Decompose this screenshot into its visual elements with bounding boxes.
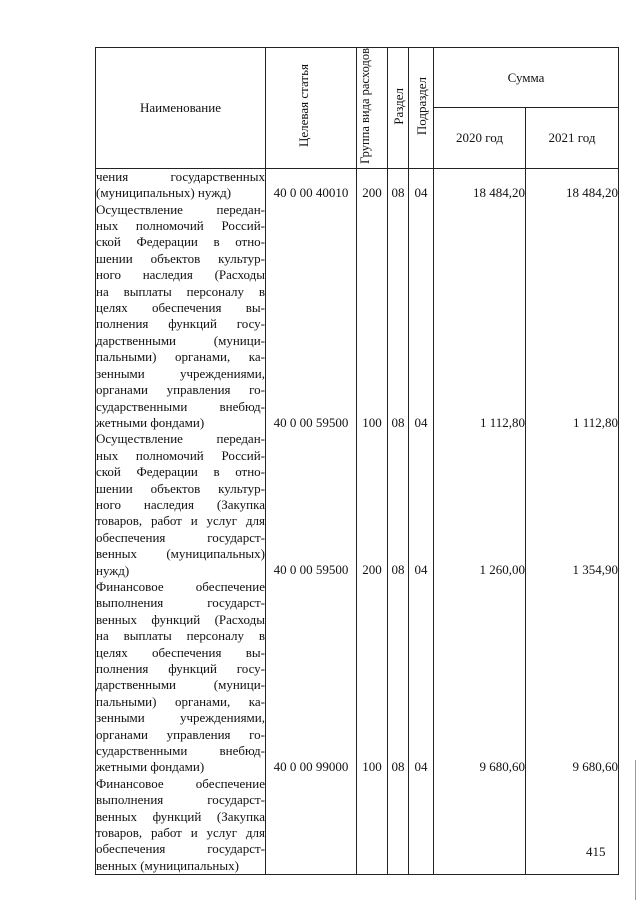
row-target-cell (266, 168, 357, 874)
name-line: полнения функций госу- (96, 661, 265, 676)
name-line: ного наследия (Расходы (96, 267, 265, 283)
name-line: товаров, работ и услуг для (96, 513, 265, 529)
header-section: Раздел (388, 48, 409, 169)
cell-value-group: 200 (362, 562, 382, 578)
name-line: зенными учреждениями, (96, 365, 265, 381)
name-line: пальными) органами, ка- (96, 349, 265, 365)
name-line: чения государственных (96, 168, 265, 184)
cell-value-code: 40 0 00 99000 (273, 759, 349, 775)
cell-value-y2021: 1 354,90 (572, 562, 618, 578)
name-line: товаров, работ и услуг для (96, 825, 265, 841)
table-header (96, 48, 619, 169)
name-line: ных полномочий Россий- (96, 447, 265, 463)
name-line: выполнения государст- (96, 595, 265, 611)
name-line: шении объектов культур- (96, 480, 265, 496)
cell-value-section: 08 (391, 759, 405, 775)
row-section-cell (388, 168, 409, 874)
header-sum: Сумма (434, 48, 619, 108)
name-line: венных функций (Закупка (96, 808, 265, 824)
header-year-2020: 2020 год (434, 108, 526, 168)
cell-value-sub: 04 (414, 185, 428, 201)
name-line: обеспечения государст- (96, 841, 265, 857)
cell-value-section: 08 (391, 414, 405, 430)
cell-value-code: 40 0 00 40010 (273, 185, 349, 201)
name-line: (муниципальных) нужд) (96, 185, 232, 201)
name-line: жетными фондами) (96, 759, 205, 775)
name-line: зенными учреждениями, (96, 710, 265, 726)
name-line: выполнения государст- (96, 792, 265, 808)
cell-value-section: 08 (391, 562, 405, 578)
target-article-values (266, 169, 356, 874)
cell-value-sub: 04 (414, 759, 428, 775)
cell-value-sub: 04 (414, 414, 428, 430)
header-subsection: Подраздел (409, 48, 434, 169)
header-target-article: Целевая статья (266, 48, 357, 169)
page-number: 415 (586, 844, 606, 859)
name-line: дарственными (муници- (96, 332, 265, 348)
name-line: целях обеспечения вы- (96, 644, 265, 660)
cell-value-y2020: 1 112,80 (479, 414, 525, 430)
name-line: ных полномочий Россий- (96, 218, 265, 234)
cell-value-code: 40 0 00 59500 (273, 562, 349, 578)
row-group-cell (357, 168, 388, 874)
subsection-values (409, 169, 433, 874)
cell-value-code: 40 0 00 59500 (273, 414, 349, 430)
name-line: на выплаты персоналу в (96, 628, 265, 644)
name-line: органами управления го- (96, 382, 265, 398)
row-name-cell (96, 168, 266, 874)
name-line: жетными фондами) (96, 414, 205, 430)
scan-edge-line (635, 760, 636, 900)
cell-value-y2021: 1 112,80 (572, 414, 618, 430)
row-sub-cell (409, 168, 434, 874)
name-line: целях обеспечения вы- (96, 300, 265, 316)
cell-value-y2021: 9 680,60 (572, 759, 618, 775)
name-line: ской Федерации в отно- (96, 464, 265, 480)
name-line: венных (муниципальных) (96, 546, 265, 562)
name-line: дарственными (муници- (96, 677, 265, 693)
row-name-text (96, 169, 265, 874)
header-expense-group: Группа вида расходов (357, 48, 388, 169)
table-body (96, 168, 619, 874)
name-line: ного наследия (Закупка (96, 496, 265, 512)
row-2021-cell (526, 168, 619, 874)
cell-value-y2021: 18 484,20 (566, 185, 618, 201)
name-line: полнения функций госу- (96, 316, 265, 332)
cell-value-group: 100 (362, 759, 382, 775)
name-line: пальными) органами, ка- (96, 693, 265, 709)
cell-value-group: 100 (362, 414, 382, 430)
header-name: Наименование (96, 48, 266, 169)
name-line: ской Федерации в отно- (96, 234, 265, 250)
name-line: обеспечения государст- (96, 529, 265, 545)
name-line: венных функций (Расходы (96, 611, 265, 627)
cell-value-section: 08 (391, 185, 405, 201)
name-line: шении объектов культур- (96, 250, 265, 266)
expense-group-values (357, 169, 387, 874)
year-2021-values (526, 169, 618, 874)
name-line: венных (муниципальных) (96, 857, 239, 873)
name-line: Финансовое обеспечение (96, 578, 265, 594)
cell-value-y2020: 18 484,20 (473, 185, 525, 201)
name-line: нужд) (96, 562, 130, 578)
name-line: Осуществление передан- (96, 431, 265, 447)
cell-value-y2020: 9 680,60 (479, 759, 525, 775)
name-line: сударственными внебюд- (96, 743, 265, 759)
name-line: Осуществление передан- (96, 201, 265, 217)
year-2020-values (434, 169, 525, 874)
name-line: Финансовое обеспечение (96, 775, 265, 791)
name-line: сударственными внебюд- (96, 398, 265, 414)
cell-value-y2020: 1 260,00 (479, 562, 525, 578)
section-values (388, 169, 408, 874)
name-line: органами управления го- (96, 726, 265, 742)
cell-value-group: 200 (362, 185, 382, 201)
table-row (96, 168, 619, 874)
name-line: на выплаты персоналу в (96, 283, 265, 299)
header-year-2021: 2021 год (526, 108, 619, 168)
budget-table (95, 47, 619, 875)
cell-value-sub: 04 (414, 562, 428, 578)
row-2020-cell (434, 168, 526, 874)
